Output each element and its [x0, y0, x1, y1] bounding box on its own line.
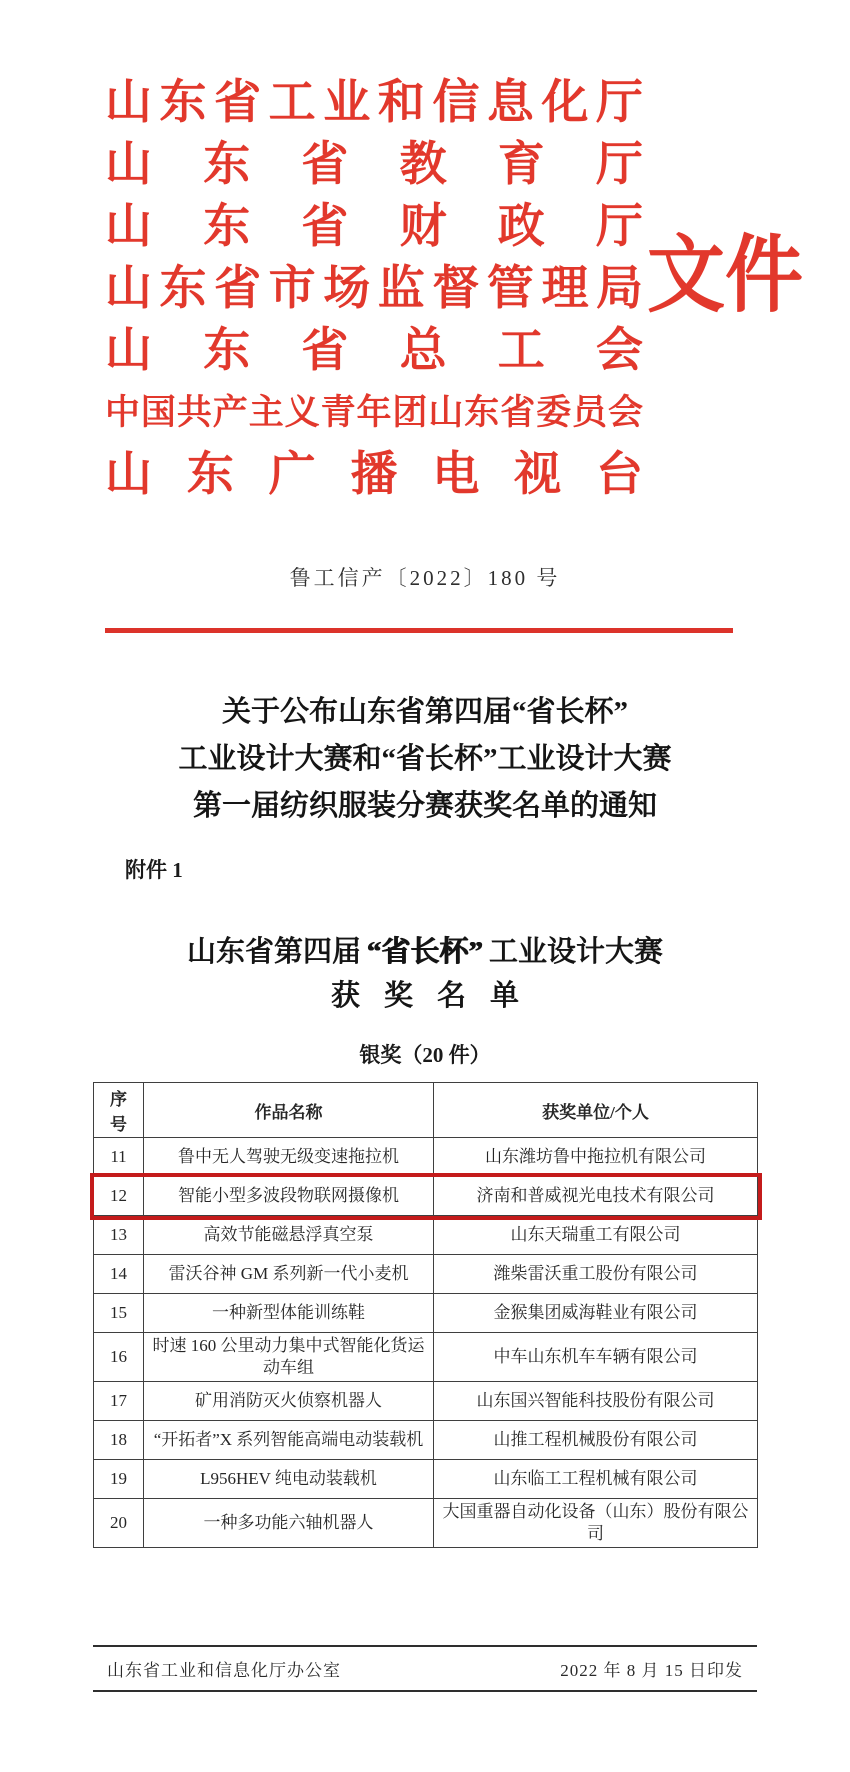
table-row: [94, 1255, 758, 1294]
cell-work: 矿用消防灭火侦察机器人: [144, 1382, 434, 1421]
table-row: [94, 1294, 758, 1333]
cell-work: 时速 160 公里动力集中式智能化货运动车组: [144, 1333, 434, 1382]
section-title-prefix: 山东省第四届: [186, 936, 361, 968]
red-separator-rule: [105, 628, 733, 633]
footer-rule-bottom: [93, 1690, 757, 1692]
cell-work: 雷沃谷神 GM 系列新一代小麦机: [144, 1255, 434, 1294]
header-cell-work: 作品名称: [144, 1083, 434, 1138]
agency-line: 山东广播电视台: [105, 449, 643, 501]
doc-title-line: 第一届纺织服装分赛获奖名单的通知: [192, 790, 657, 822]
agency-line: 山东省教育厅: [105, 139, 643, 191]
cell-work: 智能小型多波段物联网摄像机: [144, 1177, 434, 1216]
document-page: [0, 72, 850, 1772]
cell-no: 17: [94, 1382, 144, 1421]
cell-no: 15: [94, 1294, 144, 1333]
cell-work: L956HEV 纯电动装载机: [144, 1460, 434, 1499]
doc-title: [93, 689, 757, 830]
doc-title-line: 工业设计大赛和“省长杯”工业设计大赛: [178, 743, 672, 775]
cell-no: 19: [94, 1460, 144, 1499]
section-title: [93, 930, 757, 974]
cell-winner: 大国重器自动化设备（山东）股份有限公司: [434, 1499, 758, 1548]
cell-no: 11: [94, 1138, 144, 1177]
cell-winner: 潍柴雷沃重工股份有限公司: [434, 1255, 758, 1294]
table-row: [94, 1460, 758, 1499]
table-row: [94, 1216, 758, 1255]
section-title-suffix: 工业设计大赛: [489, 936, 664, 968]
cell-winner: 山东天瑞重工有限公司: [434, 1216, 758, 1255]
cell-no: 14: [94, 1255, 144, 1294]
cell-no: 18: [94, 1421, 144, 1460]
header-cell-no: 序号: [94, 1083, 144, 1138]
cell-no: 16: [94, 1333, 144, 1382]
table-header-row: [94, 1083, 758, 1138]
agency-line: 山东省市场监督管理局: [105, 263, 643, 315]
cell-winner: 山推工程机械股份有限公司: [434, 1421, 758, 1460]
cell-no: 13: [94, 1216, 144, 1255]
cell-work: 一种多功能六轴机器人: [144, 1499, 434, 1548]
cell-winner: 山东临工工程机械有限公司: [434, 1460, 758, 1499]
footer-print-date: 2022 年 8 月 15 日印发: [560, 1661, 743, 1680]
table-row: [94, 1382, 758, 1421]
awards-table: [93, 1082, 758, 1548]
agency-line: 中国共产主义青年团山东省委员会: [105, 393, 643, 432]
doc-number: 鲁工信产〔2022〕180 号: [289, 566, 561, 590]
cell-no: 20: [94, 1499, 144, 1548]
cell-winner: 山东潍坊鲁中拖拉机有限公司: [434, 1138, 758, 1177]
doc-title-line: 关于公布山东省第四届“省长杯”: [221, 696, 628, 728]
award-list-subtitle: 获奖名单: [330, 980, 543, 1012]
table-row: [94, 1421, 758, 1460]
agency-line: 山东省财政厅: [105, 201, 643, 253]
cell-work: 高效节能磁悬浮真空泵: [144, 1216, 434, 1255]
cell-work: “开拓者”X 系列智能高端电动装载机: [144, 1421, 434, 1460]
document-footer: [93, 1645, 757, 1692]
table-row-highlighted: [94, 1177, 758, 1216]
footer-issuer: 山东省工业和信息化厅办公室: [107, 1661, 341, 1680]
award-category-heading: 银奖（20 件）: [359, 1043, 491, 1067]
cell-winner: 中车山东机车车辆有限公司: [434, 1333, 758, 1382]
cell-winner: 济南和普威视光电技术有限公司: [434, 1177, 758, 1216]
cell-work: 鲁中无人驾驶无级变速拖拉机: [144, 1138, 434, 1177]
attachment-label: 附件 1: [125, 858, 183, 882]
cell-work: 一种新型体能训练鞋: [144, 1294, 434, 1333]
section-title-emphasis: “省长杯”: [366, 936, 483, 968]
cell-no: 12: [94, 1177, 144, 1216]
cell-winner: 山东国兴智能科技股份有限公司: [434, 1382, 758, 1421]
red-letterhead: [105, 72, 804, 506]
cell-winner: 金猴集团威海鞋业有限公司: [434, 1294, 758, 1333]
table-row: [94, 1138, 758, 1177]
table-row: [94, 1333, 758, 1382]
wenjian-label: 文件: [647, 228, 804, 323]
header-cell-winner: 获奖单位/个人: [434, 1083, 758, 1138]
agency-line: 山东省工业和信息化厅: [105, 77, 643, 129]
footer-body: [93, 1647, 757, 1690]
table-row: [94, 1499, 758, 1548]
agency-line: 山东省总工会: [105, 325, 643, 377]
